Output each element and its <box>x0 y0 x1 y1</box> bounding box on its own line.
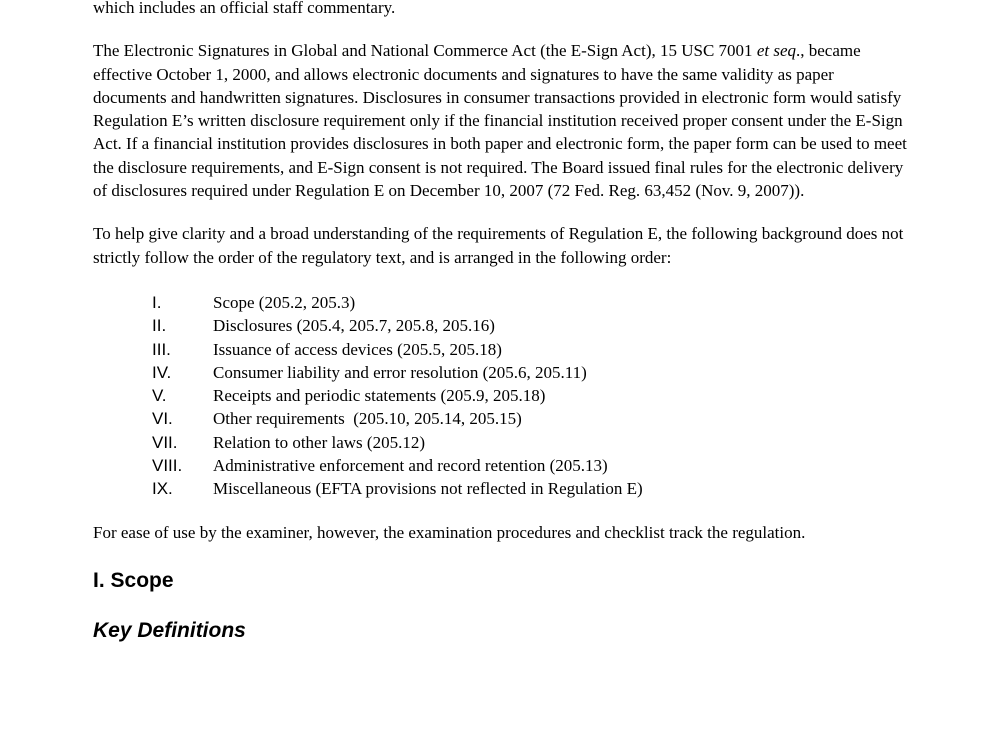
outline-list <box>93 291 907 501</box>
italic-citation-et-seq: et seq <box>756 41 796 61</box>
outline-item-text: Relation to other laws (205.12) <box>213 432 425 452</box>
paragraph-fragment: which includes an official staff commentary. <box>93 0 396 17</box>
outline-numeral: IX. <box>152 479 173 499</box>
outline-numeral: VIII. <box>152 456 183 476</box>
outline-numeral: II. <box>152 316 167 336</box>
outline-item-admin-enforcement <box>93 454 907 477</box>
outline-item-text: Receipts and periodic statements (205.9, 205.18) <box>213 386 546 406</box>
outline-numeral: VI. <box>152 409 173 429</box>
heading-key-definitions: Key Definitions <box>93 618 246 642</box>
outline-numeral: VII. <box>152 432 178 452</box>
outline-item-miscellaneous <box>93 477 907 500</box>
outline-numeral: V. <box>152 386 167 406</box>
outline-item-text: Consumer liability and error resolution (205.6, 205.11) <box>213 362 587 382</box>
esign-text-after-citation: ., became effective October 1, 2000, and allows electronic documents and signatures to have the same validity as paper documents and handwritten signatures. Disclosures in consumer transactions provided in electronic form would satisfy Regulation E’s written disclosure requirement only if the financial institution received proper consent under the E-Sign Act. If a financial institution provides disclosures in both paper and electronic form, the paper form can be used to meet the disclosure requirements, and E-Sign consent is not required. The Board issued final rules for the electronic delivery of disclosures required under Regulation E on December 10, 2007 (72 Fed. Reg. 63,452 (Nov. 9, 2007)). <box>93 41 907 201</box>
heading-scope: I. Scope <box>93 568 174 592</box>
paragraph-ease-of-use: For ease of use by the examiner, however, the examination procedures and checklist track the regulation. <box>93 522 806 542</box>
outline-item-disclosures <box>93 314 907 337</box>
paragraph-order-intro: To help give clarity and a broad understanding of the requirements of Regulation E, the following background does not strictly follow the order of the regulatory text, and is arranged in the following order: <box>93 224 904 267</box>
outline-item-other-requirements <box>93 407 907 430</box>
outline-item-text: Administrative enforcement and record retention (205.13) <box>213 456 608 476</box>
outline-item-text: Disclosures (205.4, 205.7, 205.8, 205.16) <box>213 316 495 336</box>
outline-item-text: Issuance of access devices (205.5, 205.18) <box>213 339 502 359</box>
outline-numeral: IV. <box>152 362 172 382</box>
outline-item-scope <box>93 291 907 314</box>
outline-item-text: Other requirements (205.10, 205.14, 205.15) <box>213 409 522 429</box>
esign-text-before-citation: The Electronic Signatures in Global and National Commerce Act (the E-Sign Act), 15 USC 7001 <box>93 41 757 61</box>
outline-item-consumer-liability <box>93 361 907 384</box>
outline-item-relation-other-laws <box>93 431 907 454</box>
outline-item-text: Miscellaneous (EFTA provisions not reflected in Regulation E) <box>213 479 643 499</box>
outline-numeral: III. <box>152 339 171 359</box>
outline-numeral: I. <box>152 292 162 312</box>
outline-item-issuance <box>93 338 907 361</box>
outline-item-receipts <box>93 384 907 407</box>
paragraph-esign-act <box>93 39 907 202</box>
outline-item-text: Scope (205.2, 205.3) <box>213 292 356 312</box>
